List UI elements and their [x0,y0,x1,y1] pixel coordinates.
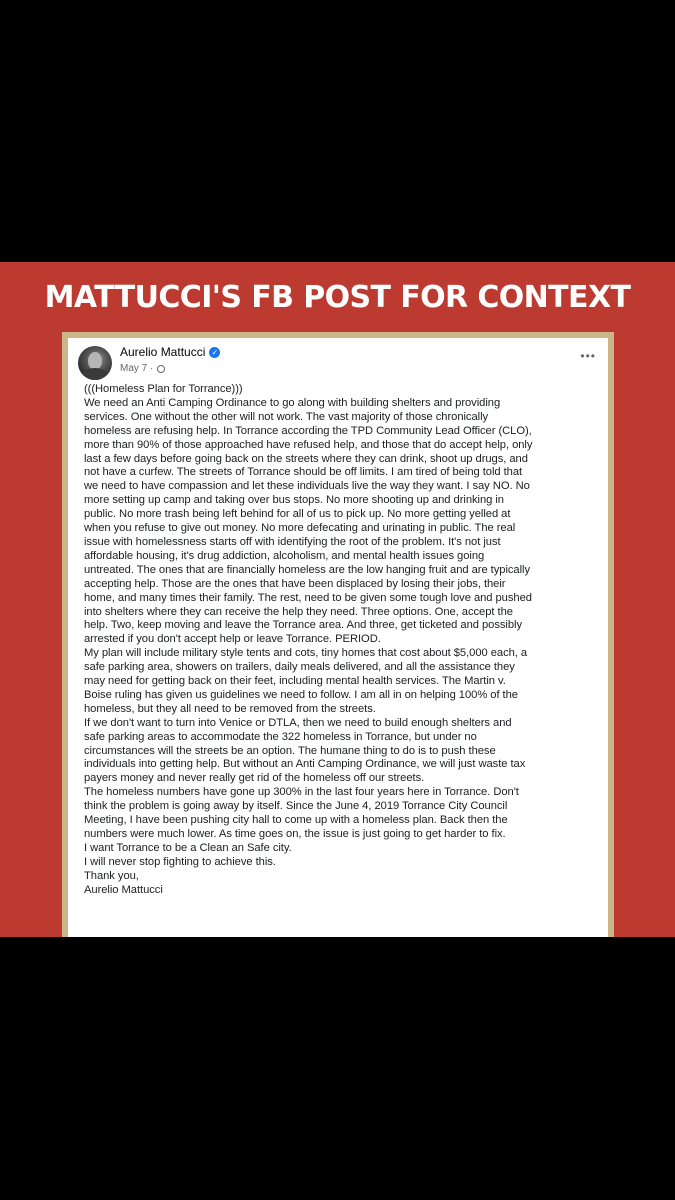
avatar-body [82,368,108,380]
author-name[interactable]: Aurelio Mattucci [120,345,206,359]
verified-badge-icon: ✓ [209,347,220,358]
post-text-line: homeless are refusing help. In Torrance according the TPD Community Lead Officer (CLO), [84,424,532,437]
post-text-line: home, and many times their family. The rest, need to be given some tough love and pushed [84,591,532,604]
post-text-line: affordable housing, it's drug addiction, alcoholism, and mental health issues going [84,549,485,562]
post-text-line: we need to have compassion and let these individuals live the way they want. I say NO. No [84,480,530,493]
post-text-line: more than 90% of those approached have refused help, and those that do accept help, only [84,438,533,451]
post-text-line: individuals into getting help. But without an Anti Camping Ordinance, we will just waste tax [84,758,526,771]
author-line [120,345,220,359]
post-text-line: numbers were much lower. As time goes on, the issue is just going to get harder to fix. [84,828,506,840]
facebook-post [72,342,604,937]
post-text-line: safe parking area, showers on trailers, daily meals delivered, and all the assistance they [84,661,515,674]
post-text-line: safe parking areas to accommodate the 322 homeless in Torrance, but under no [84,730,477,743]
post-frame [62,332,614,937]
post-text-line: My plan will include military style tents and cots, tiny homes that cost about $5,000 each, a [84,647,528,660]
post-text-line: Thank you, [84,869,139,882]
post-text-line: help. Two, keep moving and leave the Torrance area. And three, get ticketed and possibly [84,619,522,632]
red-banner [0,262,675,937]
post-text-line: I want Torrance to be a Clean an Safe city. [84,841,292,854]
post-text-line: homeless, but they all need to be removed from the streets. [84,702,376,715]
post-text-line: into shelters where they can receive the help they need. Three options. One, accept the [84,605,513,618]
post-text-line: The homeless numbers have gone up 300% in the last four years here in Torrance. Don't [84,786,519,799]
post-text-line: Aurelio Mattucci [84,883,163,896]
post-text-line: public. No more trash being left behind for all of us to pick up. No more getting yelled at [84,508,511,521]
avatar[interactable] [78,346,112,380]
post-text-line: may need for getting back on their feet, including mental health services. The Martin v. [84,675,506,688]
post-text-line: Meeting, I have been pushing city hall to come up with a homeless plan. Back then the [84,814,508,827]
post-text-line: If we don't want to turn into Venice or DTLA, then we need to build enough shelters and [84,716,512,729]
post-text-line: untreated. The ones that are financially homeless are the low hanging fruit and are typically [84,563,531,576]
post-text-line: think the problem is going away by itself. Since the June 4, 2019 Torrance City Council [84,800,508,813]
post-text-line: payers money and never really get rid of the homeless off our streets. [84,772,425,785]
more-options-icon[interactable]: ••• [580,349,596,363]
post-header [72,342,604,382]
post-text-line: services. One without the other will not work. The vast majority of those chronically [84,410,489,423]
post-text-line: last a few days before going back on the streets where they can drink, shoot up drugs, and [84,452,528,465]
post-text-line: accepting help. Those are the ones that have been displaced by losing their jobs, their [84,577,506,590]
post-meta [120,363,165,374]
post-date[interactable]: May 7 · [120,363,154,374]
post-body [84,383,604,898]
post-text-line: I will never stop fighting to achieve this. [84,855,276,868]
post-text-line: arrested if you don't accept help or leave Torrance. PERIOD. [84,633,381,646]
banner-title: MATTUCCI'S FB POST FOR CONTEXT [44,280,631,315]
post-text-line: We need an Anti Camping Ordinance to go along with building shelters and providing [84,396,501,409]
globe-icon [157,365,165,373]
post-text-line: more setting up camp and taking over bus stops. No more shooting up and drinking in [84,494,504,507]
post-text-line: issue with homelessness starts off with identifying the root of the problem. It's not just [84,535,501,548]
post-text-line: circumstances will the streets be an option. The humane thing to do is to push these [84,744,496,757]
post-text-line: Boise ruling has given us guidelines we need to follow. I am all in on helping 100% of the [84,688,518,701]
post-text-line: when you refuse to give out money. No more defecating and urinating in public. The real [84,522,516,535]
post-text-line: not have a curfew. The streets of Torrance should be off limits. I am tired of being told that [84,466,523,479]
post-text-line: (((Homeless Plan for Torrance))) [84,383,243,395]
